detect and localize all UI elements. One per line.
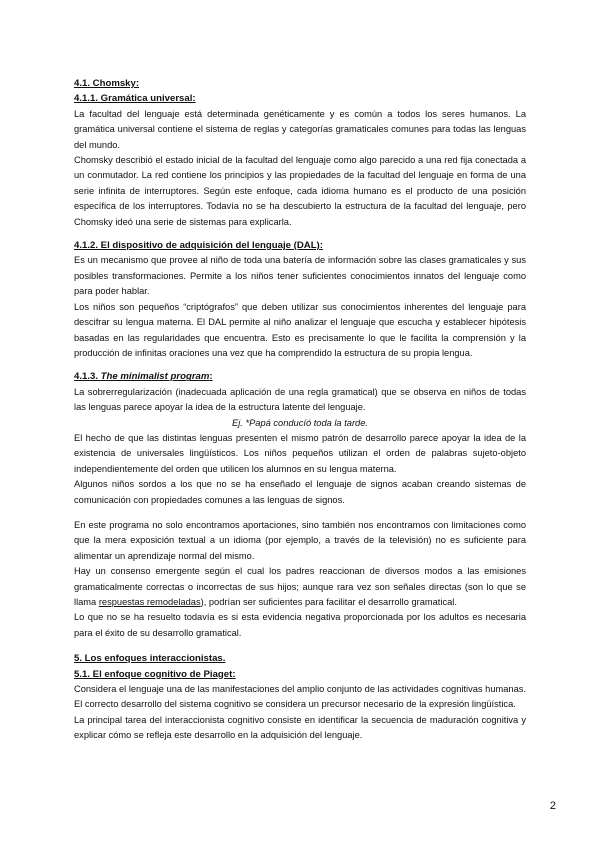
- paragraph-minimalist-4: En este programa no solo encontramos aportaciones, sino también nos encontramos con limitaciones como que la mera exposición textual a un idioma (por ejemplo, a través de la televisión) no es suficiente para alimentar un aprendizaje normal del mismo.: [74, 519, 526, 561]
- heading-5: 5. Los enfoques interaccionistas.: [74, 653, 226, 665]
- paragraph-minimalist-1: La sobrerregularización (inadecuada aplicación de una regla gramatical) que se observa en niños de todas las lenguas parece apoyar la idea de la estructura latente del lenguaje.: [74, 386, 526, 413]
- paragraph-minimalist-2: El hecho de que las distintas lenguas presenten el mismo patrón de desarrollo parece apoyar la idea de la existencia de universales lingüísticos. Los niños pequeños utilizan el orden de palabras sujeto-objeto independientemente del orden que utilicen los alumnos en su lengua materna.: [74, 432, 526, 474]
- term-respuestas-remodeladas: respuestas remodeladas: [98, 597, 201, 607]
- heading-4-1-3: [74, 369, 526, 384]
- paragraph-dal-2: Los niños son pequeños “criptógrafos” que deben utilizar sus conocimientos inherentes del lenguaje para descifrar su lengua materna. El DAL permite al niño analizar el lenguaje que escucha y establecer hipótesis basadas en las regularidades que encuentra. Esto es precisamente lo que le facilita la comprensión y la producción de infinitas oraciones una vez que ha comprendido la estructura de su propia lengua.: [74, 301, 526, 358]
- example-sentence: Ej. *Papá conducíó toda la tarde.: [232, 417, 368, 428]
- paragraph-dal-1: Es un mecanismo que provee al niño de toda una batería de información sobre las clases gramaticales y sus posibles transformaciones. Permite a los niños tener suficientes conocimientos innatos del lenguaje como para poder hablar.: [74, 255, 526, 297]
- heading-4-1-3-colon: :: [209, 371, 213, 383]
- page-number: 2: [549, 800, 556, 812]
- heading-4-1-3-number: 4.1.3.: [74, 371, 101, 383]
- paragraph-minimalist-5-end: ), podrían ser suficientes para facilitar el desarrollo gramatical.: [200, 597, 457, 607]
- paragraph-minimalist-5: [74, 564, 526, 610]
- paragraph-minimalist-3: Algunos niños sordos a los que no se ha enseñado el lenguaje de signos acaban creando sistemas de comunicación con propiedades comunes a las lenguas de signos.: [74, 479, 526, 505]
- paragraph-minimalist-6: Lo que no se ha resuelto todavía es si esta evidencia negativa proporcionada por los adultos es necesaria para el éxito de su desarrollo gramatical.: [74, 612, 526, 638]
- document-page: [74, 76, 526, 744]
- paragraph-universal-grammar-1: La facultad del lenguaje está determinada genéticamente y es común a todos los seres humanos. La gramática universal contiene el sistema de reglas y categorías gramaticales comunes para todas las lenguas del mundo.: [74, 108, 526, 150]
- paragraph-piaget-1: Considera el lenguaje una de las manifestaciones del amplio conjunto de las actividades cognitivas humanas. El correcto desarrollo del sistema cognitivo se considera un precursor necesario de la expresión lingüística.: [74, 684, 526, 710]
- heading-4-1-1: 4.1.1. Gramática universal:: [74, 93, 196, 105]
- paragraph-piaget-2: La principal tarea del interaccionista cognitivo consiste en identificar la secuencia de maduración cognitiva y explicar cómo se refleja este desarrollo en la adquisición del lenguaje.: [74, 714, 526, 741]
- paragraph-minimalist-5-start: Hay un consenso emergente según el cual los padres reaccionan de diversos modos a las emisiones gramaticalmente correctas o incorrectas de sus hijos; aunque rara vez son señales directas (son lo que se llama: [74, 566, 526, 607]
- heading-5-1: 5.1. El enfoque cognitivo de Piaget:: [74, 668, 236, 680]
- paragraph-universal-grammar-2: Chomsky describió el estado inicial de la facultad del lenguaje como algo parecido a una red fija conectada a un conmutador. La red contiene los principios y las propiedades de la facultad del lenguaje en forma de una serie infinita de interruptores. Según este enfoque, cada idioma humano es el producto de una posición específica de los interruptores. Todavía no se ha descubierto la estructura de la facultad del lenguaje, pero Chomsky ideó una serie de sistemas para explicarla.: [74, 155, 526, 227]
- heading-4-1-2: 4.1.2. El dispositivo de adquisición del lenguaje (DAL):: [74, 240, 323, 252]
- heading-4-1: 4.1. Chomsky:: [74, 78, 140, 89]
- heading-4-1-3-title: The minimalist program: [100, 371, 210, 383]
